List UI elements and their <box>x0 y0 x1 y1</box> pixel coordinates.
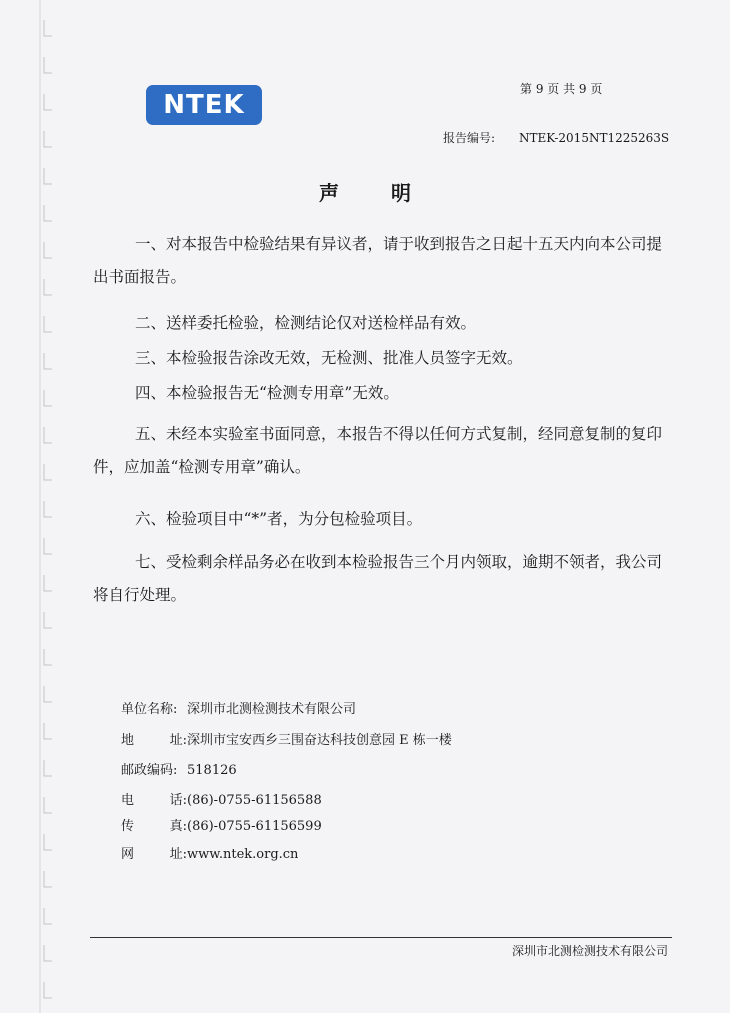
web-label-part: 网 <box>121 847 135 862</box>
statement-1: 一、对本报告中检验结果有异议者，请于收到报告之日起十五天内向本公司提出书面报告。 <box>93 235 663 286</box>
contact-web <box>121 847 298 863</box>
fax-label-part: 真: <box>169 819 187 834</box>
address-value: 深圳市宝安西乡三围奋达科技创意园 E 栋一楼 <box>187 733 452 748</box>
statement-3: 三、本检验报告涂改无效，无检测、批准人员签字无效。 <box>135 349 523 367</box>
page-indicator: 第 9 页 共 9 页 <box>520 82 603 96</box>
statement-2: 二、送样委托检验，检测结论仅对送检样品有效。 <box>135 314 477 332</box>
postcode-label: 邮政编码: <box>121 763 178 778</box>
contact-fax <box>121 819 322 835</box>
report-number-value: NTEK-2015NT1225263S <box>519 131 670 145</box>
report-number-label: 报告编号: <box>443 131 496 145</box>
page-title: 声明 <box>319 181 463 205</box>
footer-divider <box>90 937 672 938</box>
fax-value: (86)-0755-61156599 <box>187 819 322 834</box>
address-label <box>121 733 187 749</box>
web-label <box>121 847 187 863</box>
address-label-part: 地 <box>121 733 135 748</box>
ntek-logo: NTEK <box>146 85 262 125</box>
contact-phone <box>121 793 322 809</box>
phone-label-part: 电 <box>121 793 135 808</box>
company-label: 单位名称: <box>121 702 178 717</box>
postcode-value: 518126 <box>187 763 237 778</box>
phone-value: (86)-0755-61156588 <box>187 793 322 808</box>
contact-company <box>121 702 356 718</box>
footer-company: 深圳市北测检测技术有限公司 <box>511 944 668 958</box>
phone-label <box>121 793 187 809</box>
report-number <box>443 129 669 146</box>
statement-7: 七、受检剩余样品务必在收到本检验报告三个月内领取，逾期不领者，我公司将自行处理。 <box>93 553 663 604</box>
fax-label <box>121 819 187 835</box>
address-label-part: 址: <box>169 733 187 748</box>
company-value: 深圳市北测检测技术有限公司 <box>187 702 357 717</box>
statement-5: 五、未经本实验室书面同意，本报告不得以任何方式复制，经同意复制的复印件，应加盖“检测专用章”确认。 <box>93 425 663 476</box>
contact-postcode <box>121 763 237 779</box>
phone-label-part: 话: <box>169 793 187 808</box>
fax-label-part: 传 <box>121 819 135 834</box>
web-label-part: 址: <box>169 847 187 862</box>
statement-4: 四、本检验报告无“检测专用章”无效。 <box>135 384 399 402</box>
statement-6: 六、检验项目中“*”者，为分包检验项目。 <box>135 510 423 528</box>
web-value[interactable]: www.ntek.org.cn <box>187 847 299 862</box>
contact-address <box>121 733 452 749</box>
binding-margin <box>0 0 60 1013</box>
